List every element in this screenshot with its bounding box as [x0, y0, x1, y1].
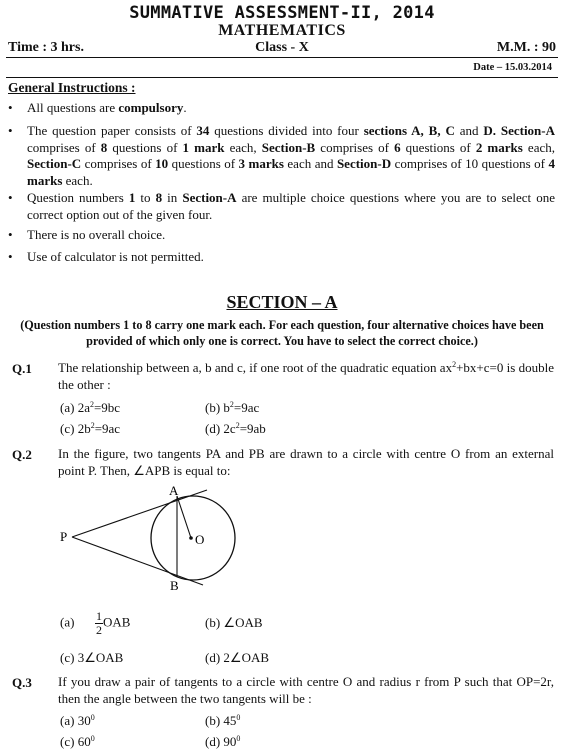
bullet-icon: •	[8, 100, 13, 115]
option-c: (c) $2b^2=9ac$	[60, 421, 121, 436]
option-b: (b) $b^2=9ac$	[205, 400, 260, 415]
option-a: (a) $2a^2=9bc$	[60, 400, 121, 415]
header-divider	[6, 57, 558, 58]
section-title: SECTION – A	[226, 292, 338, 312]
option-b: (b) $45^0$	[205, 713, 241, 728]
date-divider	[6, 77, 558, 78]
class-label: Class - X	[255, 40, 309, 55]
question-number: Q.3	[12, 675, 32, 690]
question-number: Q.2	[12, 447, 32, 462]
option-a: (a) $30^0$	[60, 713, 95, 728]
exam-date: Date – 15.03.2014	[473, 62, 552, 73]
paper-title: SUMMATIVE ASSESSMENT-II, 2014	[129, 3, 435, 23]
radius-oa	[177, 496, 191, 538]
instructions-heading: General Instructions :	[8, 80, 136, 95]
instruction-item: Question numbers 1 to 8 in Section-A are multiple choice questions where you are to select one correct option out of the given four.	[27, 190, 555, 222]
bullet-icon: •	[8, 190, 13, 205]
label-b: B	[170, 578, 179, 593]
time-allowed: Time : 3 hrs.	[8, 40, 84, 55]
bullet-icon: •	[8, 123, 13, 138]
circle	[151, 496, 235, 580]
bullet-icon: •	[8, 227, 13, 242]
section-note: (Question numbers 1 to 8 carry one mark each. For each question, four alternative choices have been provided of which only one is correct. You have to select the correct choice.)	[20, 318, 544, 348]
option-d: (d) $2c^2=9ab$	[205, 421, 266, 436]
paper-meta-row	[8, 40, 556, 56]
instruction-item: There is no overall choice.	[27, 227, 166, 242]
max-marks: M.M. : 90	[496, 40, 556, 55]
centre-point	[189, 536, 193, 540]
option-c: (c) $60^0$	[60, 734, 95, 749]
question-text: The relationship between a, b and c, if one root of the quadratic equation $ax^2+bx+c=0$ is double the other :	[58, 360, 554, 392]
option-c: (c) 3∠OAB	[60, 650, 124, 665]
question-text: If you draw a pair of tangents to a circle with centre O and radius r from P such that OP=2r, then the angle between the two tangents will be :	[58, 674, 554, 706]
option-d: (d) $90^0$	[205, 734, 241, 749]
instruction-item: Use of calculator is not permitted.	[27, 249, 204, 264]
label-o: O	[195, 532, 205, 547]
option-d: (d) 2∠OAB	[205, 650, 270, 665]
question-text: In the figure, two tangents PA and PB are drawn to a circle with centre O from an external point P. Then, ∠APB is equal to:	[58, 446, 554, 478]
tangent-pa	[72, 490, 207, 537]
question-number: Q.1	[12, 361, 32, 376]
instruction-item: The question paper consists of 34 questions divided into four sections A, B, C and D. Section-A comprises of 8 questions of 1 mark each, Section-B comprises of 6 questions of 2 marks each, Section-C comprises of 10 questions of 3 marks each and Section-D comprises of 10 questions of 4 marks each.	[27, 123, 555, 188]
option-a: (a) $\frac{1}{2}$ OAB	[60, 609, 131, 637]
label-p: P	[60, 529, 68, 544]
option-b: (b) ∠OAB	[205, 615, 263, 630]
tangent-circle-figure	[55, 482, 255, 594]
bullet-icon: •	[8, 249, 13, 264]
label-a: A	[169, 483, 179, 498]
paper-subject: MATHEMATICS	[218, 22, 346, 39]
tangent-pb	[72, 537, 203, 585]
instruction-item: All questions are compulsory.	[27, 100, 187, 115]
fraction-half: $\frac{1}{2}$	[95, 609, 102, 637]
